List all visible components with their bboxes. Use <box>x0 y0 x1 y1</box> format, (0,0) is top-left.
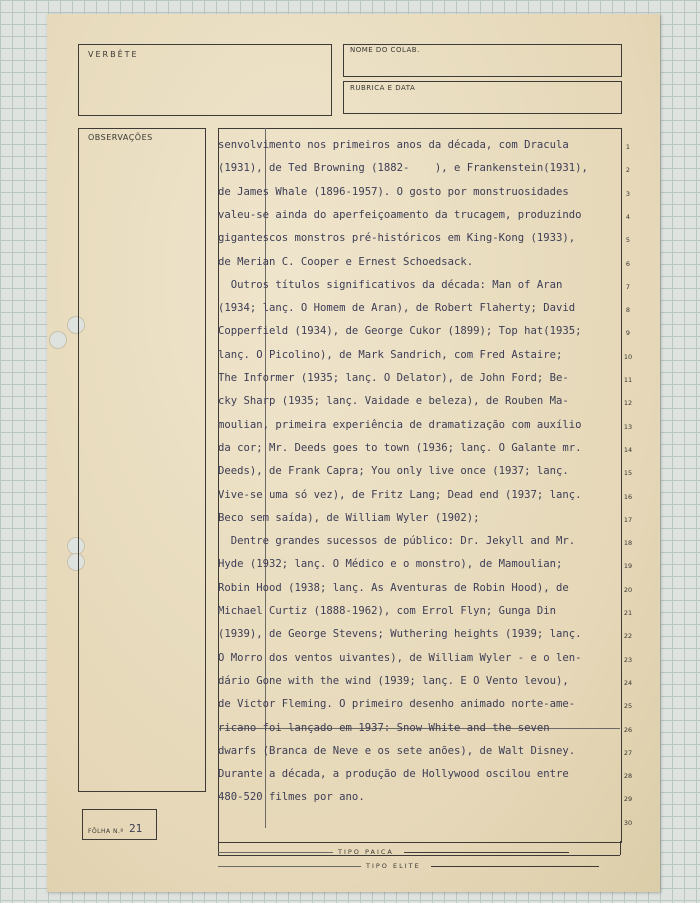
typed-line: (1931), de Ted Browning (1882- ), e Frankenstein(1931), <box>218 162 588 175</box>
line-number: 23 <box>623 655 633 664</box>
elite-left-rule <box>218 866 361 867</box>
typed-line: cky Sharp (1935; lanç. Vaidade e beleza), de Rouben Ma- <box>218 395 569 408</box>
tipo-paica-label <box>338 848 569 856</box>
observacoes-box <box>78 128 206 792</box>
line-number: 14 <box>623 445 633 454</box>
tipo-elite-text: TIPO ELITE <box>366 862 421 870</box>
line-number: 10 <box>623 352 633 361</box>
line-number: 30 <box>623 818 633 827</box>
line-number: 26 <box>623 725 633 734</box>
typed-line: Robin Hood (1938; lanç. As Aventuras de Robin Hood), de <box>218 581 569 594</box>
line-number: 12 <box>623 399 633 408</box>
line-number: 21 <box>623 609 633 617</box>
line-number: 25 <box>623 702 633 711</box>
observacoes-label: OBSERVAÇÕES <box>88 133 153 142</box>
typed-line: dário Gone with the wind (1939; lanç. E O Vento levou), <box>218 674 569 687</box>
typed-line: Dentre grandes sucessos de público: Dr. Jekyll and Mr. <box>218 535 576 548</box>
line-number: 11 <box>623 376 633 384</box>
line-number: 17 <box>623 515 633 524</box>
line-number: 19 <box>623 562 633 571</box>
paica-left-rule <box>218 852 333 853</box>
typed-line: ricano foi lançado em 1937: Snow White and the seven <box>218 721 550 734</box>
line-number: 20 <box>623 585 633 594</box>
line-number: 15 <box>623 469 633 478</box>
typed-line: de James Whale (1896-1957). O gosto por monstruosidades <box>218 185 569 198</box>
line-number: 16 <box>623 492 633 501</box>
folha-number: 21 <box>129 822 143 835</box>
folha-label: FÔLHA N.º <box>88 828 124 835</box>
typed-line: Outros títulos significativos da década: Man of Aran <box>218 278 563 291</box>
line-number: 9 <box>625 329 631 338</box>
tipo-paica-text: TIPO PAICA <box>338 848 394 856</box>
typed-line: Vive-se uma só vez), de Fritz Lang; Dead end (1937; lanç. <box>218 488 582 501</box>
line-number: 8 <box>625 306 631 315</box>
typed-line: Hyde (1932; lanç. O Médico e o monstro), de Mamoulian; <box>218 558 563 571</box>
typed-line: Durante a década, a produção de Hollywood oscilou entre <box>218 768 569 781</box>
typed-line <box>218 810 626 832</box>
line-number: 29 <box>623 795 633 804</box>
colab-label: NOME DO COLAB. <box>350 46 420 54</box>
tipo-elite-label <box>366 862 599 870</box>
frame-right-ext <box>620 841 621 855</box>
typed-line: da cor; Mr. Deeds goes to town (1936; lanç. O Galante mr. <box>218 441 582 454</box>
typed-line: 480-520 filmes por ano. <box>218 791 365 804</box>
line-number: 22 <box>623 632 633 641</box>
typed-line: (1934; lanç. O Homem de Aran), de Robert Flaherty; David <box>218 302 576 315</box>
line-number: 6 <box>625 259 631 268</box>
typed-line: The Informer (1935; lanç. O Delator), de John Ford; Be- <box>218 372 569 384</box>
typed-line: valeu-se ainda do aperfeiçoamento da trucagem, produzindo <box>218 208 582 221</box>
typed-line: Michael Curtiz (1888-1962), com Errol Flyn; Gunga Din <box>218 605 557 617</box>
folha-box <box>82 809 157 840</box>
rubrica-label: RUBRICA E DATA <box>350 84 416 92</box>
line-number: 1 <box>625 143 631 151</box>
line-number: 24 <box>623 678 633 687</box>
line-number: 28 <box>623 772 633 781</box>
typed-line: (1939), de George Stevens; Wuthering heights (1939; lanç. <box>218 628 582 641</box>
punch-hole-upper <box>49 331 67 349</box>
line-number: 4 <box>625 212 631 221</box>
typed-line: senvolvimento nos primeiros anos da década, com Dracula <box>218 139 569 151</box>
typed-line: lanç. O Picolino), de Mark Sandrich, com Fred Astaire; <box>218 348 563 361</box>
typed-line: de Victor Fleming. O primeiro desenho animado norte-ame- <box>218 698 576 711</box>
typed-line: Deeds), de Frank Capra; You only live once (1937; lanç. <box>218 465 569 478</box>
line-number: 13 <box>623 422 633 431</box>
line-number: 27 <box>623 748 633 757</box>
verbete-label: VERBÊTE <box>88 50 139 59</box>
line-number: 2 <box>625 166 631 175</box>
typed-line: dwarfs (Branca de Neve e os sete anões), de Walt Disney. <box>218 744 576 757</box>
typed-line: Beco sem saída), de William Wyler (1902); <box>218 511 480 524</box>
typed-line: gigantescos monstros pré-históricos em King-Kong (1933), <box>218 232 576 245</box>
line-number: 18 <box>623 539 633 548</box>
typed-line: moulian, primeira experiência de dramatização com auxílio <box>218 418 582 431</box>
line-number: 3 <box>625 189 631 198</box>
line-number: 7 <box>625 282 631 291</box>
typed-line: de Merian C. Cooper e Ernest Schoedsack. <box>218 255 474 268</box>
line-number: 5 <box>625 236 631 245</box>
typed-line: O Morro dos ventos uivantes), de William Wyler - e o len- <box>218 651 582 664</box>
typed-line: Copperfield (1934), de George Cukor (1899); Top hat(1935; <box>218 325 582 338</box>
